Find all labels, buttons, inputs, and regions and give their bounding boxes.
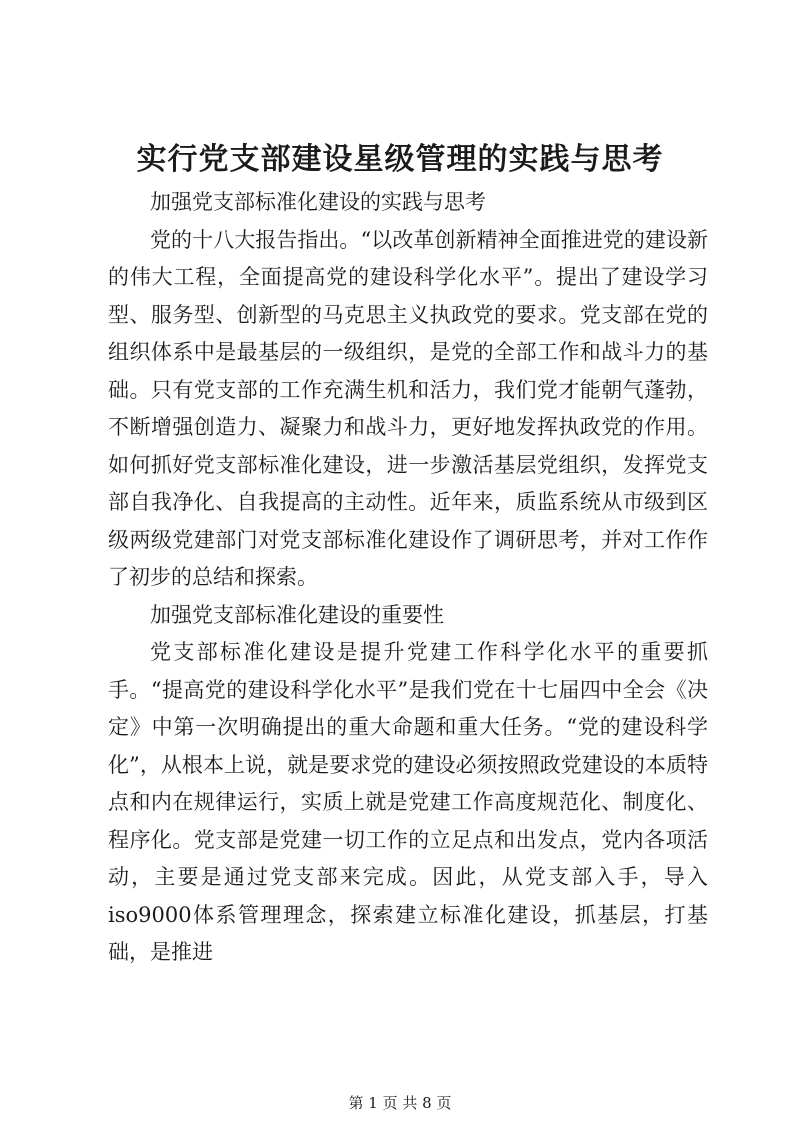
page-number-footer: 第 1 页 共 8 页 [348,1094,452,1112]
document-title: 实行党支部建设星级管理的实践与思考 [136,142,664,177]
body-paragraph: 党支部标准化建设是提升党建工作科学化水平的重要抓手。“提高党的建设科学化水平”是我们党在十七届四中全会《决定》中第一次明确提出的重大命题和重大任务。“党的建设科学化”，从根本上说，就是要求党的建设必须按照政党建设的本质特点和内在规律运行，实质上就是党建工作高度规范化、制度化、程序化。党支部是党建一切工作的立足点和出发点，党内各项活动，主要是通过党支部来完成。因此，从党支部入手，导入iso9000体系管理理念，探索建立标准化建设，抓基层，打基础，是推进 [108,640,708,964]
body-paragraph: 党的十八大报告指出。“以改革创新精神全面推进党的建设新的伟大工程，全面提高党的建设科学化水平”。提出了建设学习型、服务型、创新型的马克思主义执政党的要求。党支部在党的组织体系中是最基层的一级组织，是党的全部工作和战斗力的基础。只有党支部的工作充满生机和活力，我们党才能朝气蓬勃，不断增强创造力、凝聚力和战斗力，更好地发挥执政党的作用。如何抓好党支部标准化建设，进一步激活基层党组织，发挥党支部自我净化、自我提高的主动性。近年来，质监系统从市级到区级两级党建部门对党支部标准化建设作了调研思考，并对工作作了初步的总结和探索。 [108,227,708,589]
section-heading: 加强党支部标准化建设的重要性 [150,602,444,627]
section-heading: 加强党支部标准化建设的实践与思考 [150,190,486,214]
document-body [108,184,708,972]
